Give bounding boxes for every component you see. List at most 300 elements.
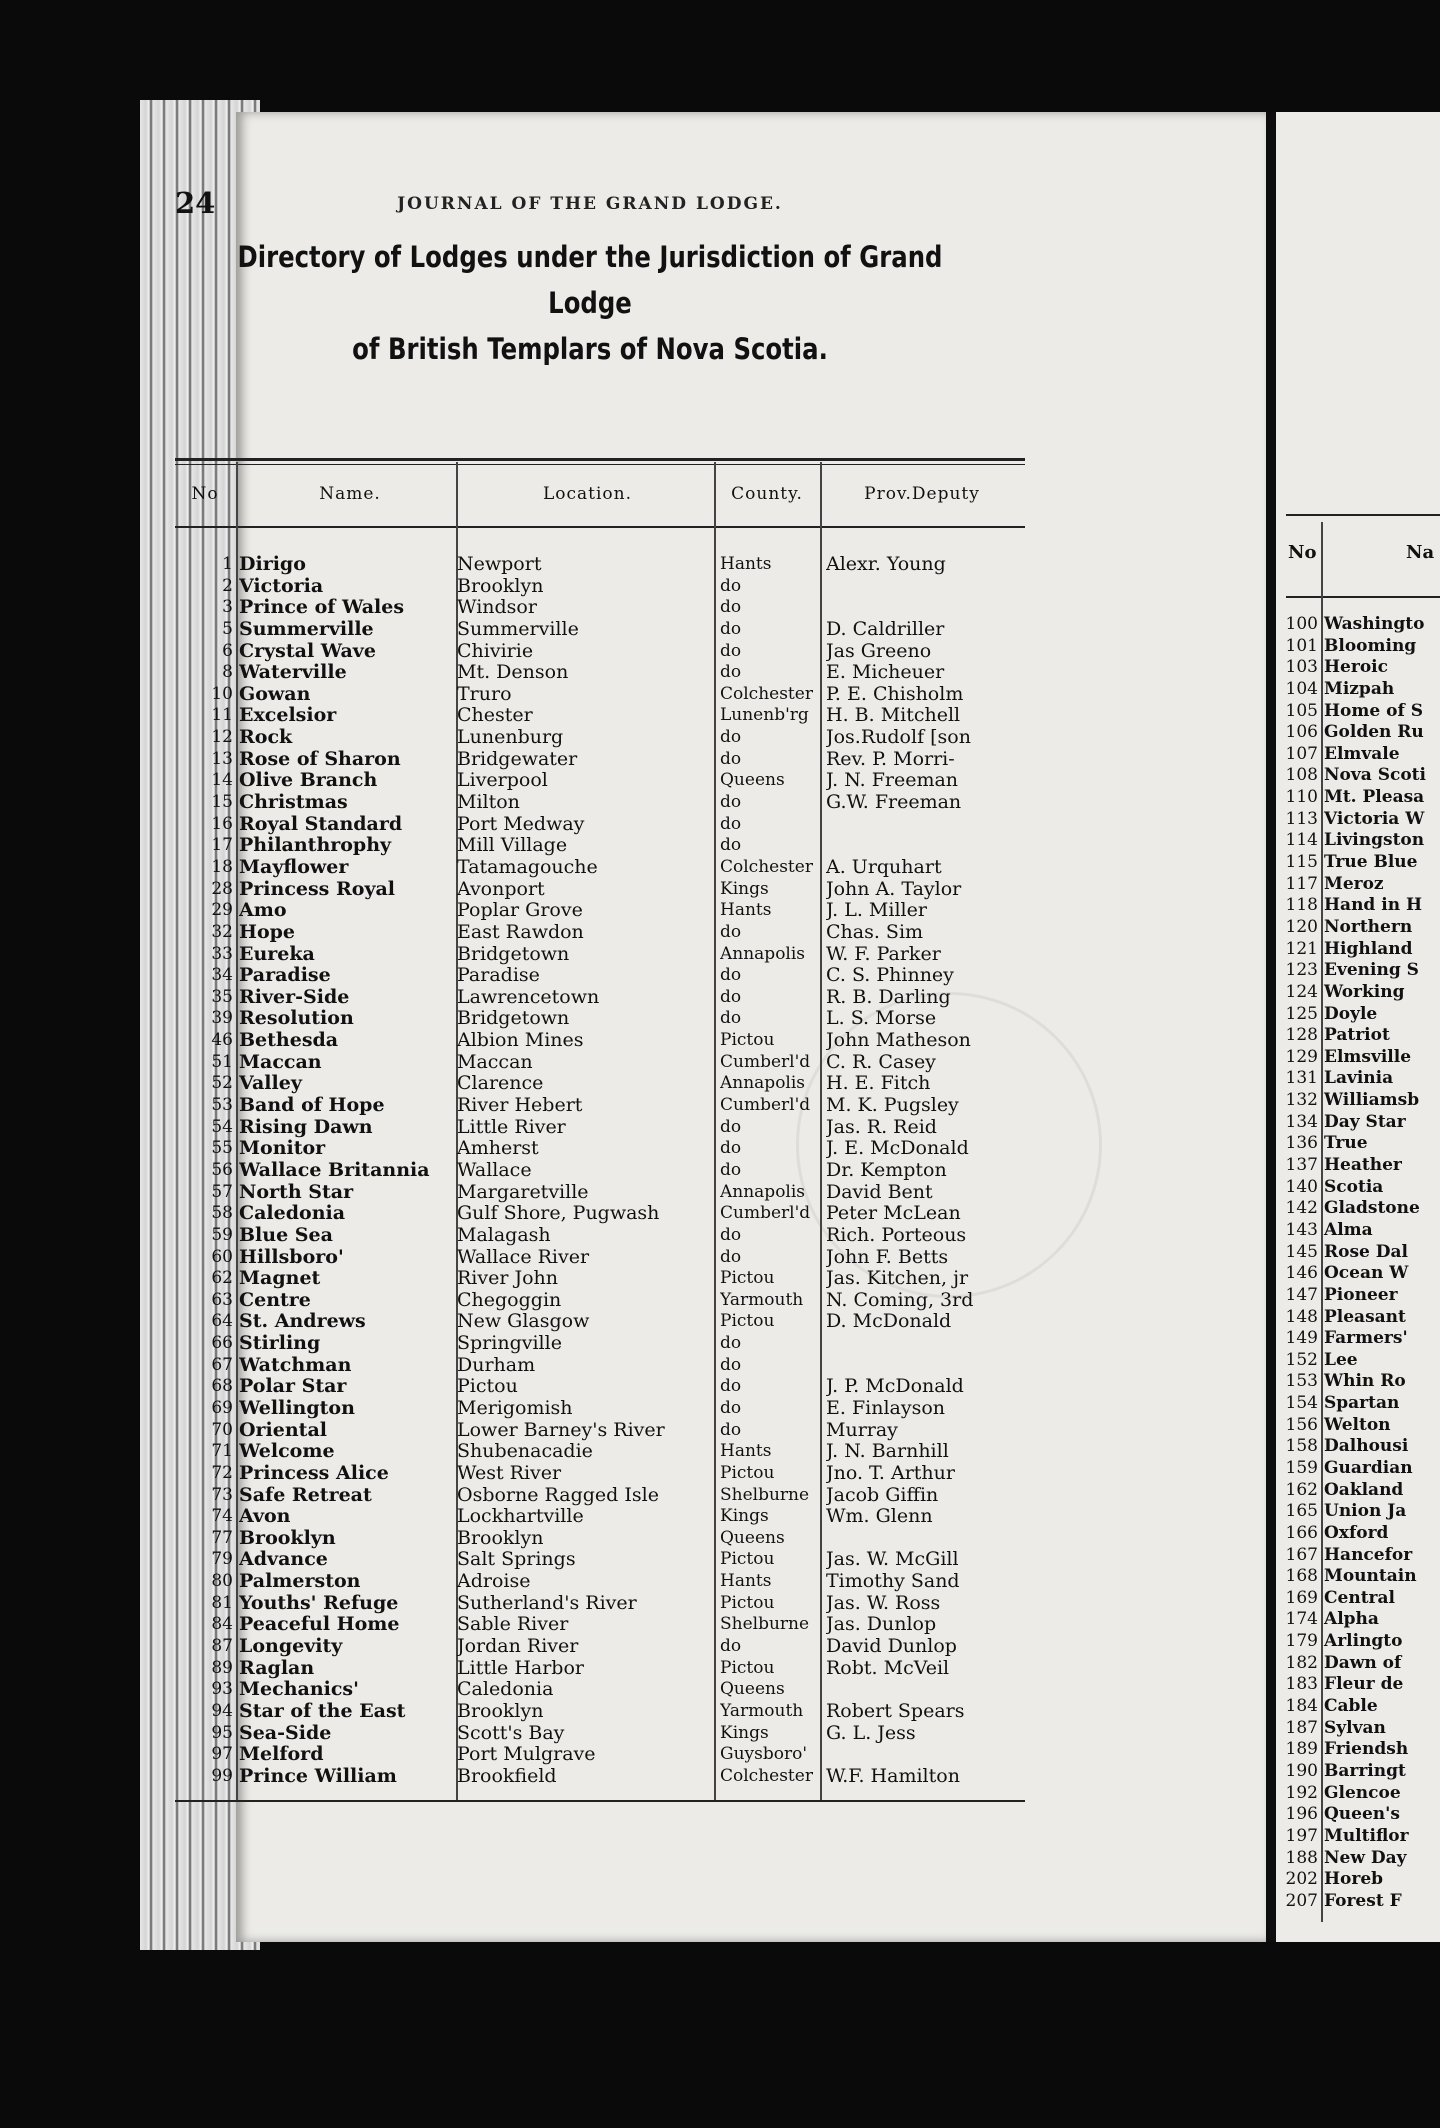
next-column-header-name: Na (1406, 542, 1435, 563)
lodge-name: Stirling (239, 1333, 321, 1355)
next-lodge-number: 152 (1285, 1349, 1318, 1370)
next-lodge-name: Mt. Pleasa (1324, 787, 1425, 808)
lodge-name: Oriental (239, 1419, 327, 1441)
table-row (175, 1485, 1025, 1507)
next-table-row (1276, 1112, 1440, 1134)
lodge-deputy: John Matheson (826, 1030, 971, 1052)
next-lodge-number: 154 (1285, 1393, 1318, 1414)
table-row (175, 1268, 1025, 1290)
lodge-location: Merigomish (457, 1397, 573, 1419)
next-lodge-number: 108 (1285, 765, 1318, 786)
lodge-number: 39 (211, 1008, 233, 1029)
next-table-row (1276, 744, 1440, 766)
next-lodge-name: Pioneer (1324, 1284, 1398, 1305)
lodge-county: Queens (720, 1679, 785, 1700)
lodge-location: Chivirie (457, 640, 534, 662)
next-lodge-number: 110 (1285, 787, 1318, 808)
table-row (175, 1549, 1025, 1571)
next-lodge-number: 101 (1285, 635, 1318, 656)
next-lodge-number: 121 (1285, 938, 1318, 959)
next-lodge-number: 120 (1285, 916, 1318, 937)
next-lodge-name: Multiflor (1324, 1825, 1409, 1846)
table-row (175, 857, 1025, 879)
next-table-row (1276, 939, 1440, 961)
table-row (175, 814, 1025, 836)
lodge-county: do (720, 835, 742, 856)
next-lodge-name: Livingston (1324, 830, 1425, 851)
lodge-name: Prince of Wales (239, 597, 405, 619)
next-table-row (1276, 917, 1440, 939)
table-row (175, 1528, 1025, 1550)
next-table-row (1276, 1004, 1440, 1026)
next-table-row (1276, 1263, 1440, 1285)
next-lodge-number: 184 (1285, 1696, 1318, 1717)
lodge-location: Jordan River (457, 1636, 579, 1658)
next-table-row (1276, 1739, 1440, 1761)
next-lodge-name: Heroic (1324, 657, 1388, 678)
lodge-deputy: Jas Greeno (826, 640, 932, 662)
lodge-county: Kings (720, 1506, 769, 1527)
table-row (175, 1658, 1025, 1680)
lodge-county: Hants (720, 554, 772, 574)
lodge-location: Little Harbor (457, 1657, 584, 1679)
next-lodge-name: New Day (1324, 1847, 1407, 1868)
lodge-location: Shubenacadie (457, 1441, 593, 1463)
lodge-number: 62 (211, 1268, 233, 1289)
lodge-number: 67 (211, 1354, 233, 1375)
lodge-deputy: Jas. Kitchen, jr (826, 1268, 969, 1290)
lodge-deputy: Jas. W. Ross (826, 1592, 941, 1614)
lodge-deputy: G.W. Freeman (826, 792, 962, 814)
next-lodge-number: 156 (1285, 1414, 1318, 1435)
next-lodge-name: Elmvale (1324, 743, 1400, 764)
lodge-location: Brooklyn (457, 1700, 544, 1722)
next-table-row (1276, 1155, 1440, 1177)
lodge-county: Pictou (720, 1549, 775, 1570)
lodge-name: Brooklyn (239, 1527, 336, 1549)
next-lodge-number: 188 (1285, 1847, 1318, 1868)
lodge-location: Bridgetown (457, 943, 570, 965)
lodge-location: Newport (457, 554, 542, 575)
next-lodge-number: 187 (1285, 1717, 1318, 1738)
next-lodge-name: Nova Scoti (1324, 765, 1426, 786)
column-header-location: Location. (542, 484, 633, 504)
next-table-row (1276, 1566, 1440, 1588)
lodge-deputy: Jos.Rudolf [son (826, 727, 971, 749)
table-row (175, 1160, 1025, 1182)
lodge-county: Hants (720, 900, 772, 921)
next-lodge-name: Mountain (1324, 1566, 1417, 1587)
next-lodge-number: 104 (1285, 678, 1318, 699)
next-table-row (1276, 722, 1440, 744)
lodge-name: Peaceful Home (239, 1614, 400, 1636)
next-table-row (1276, 1653, 1440, 1675)
lodge-name: Philanthrophy (239, 835, 392, 857)
lodge-location: Mt. Denson (457, 662, 569, 684)
lodge-name: Centre (239, 1289, 311, 1311)
lodge-location: Wallace River (457, 1246, 590, 1268)
lodge-county: Kings (720, 1722, 769, 1743)
lodge-deputy: W. F. Parker (826, 943, 941, 965)
heading-line-2: of British Templars of Nova Scotia. (352, 332, 828, 366)
next-lodge-name: Day Star (1324, 1111, 1406, 1132)
table-row (175, 1679, 1025, 1701)
next-lodge-number: 207 (1285, 1890, 1318, 1911)
lodge-number: 73 (211, 1484, 233, 1505)
lodge-name: Rising Dawn (239, 1116, 373, 1138)
lodge-number: 56 (211, 1159, 233, 1180)
lodge-number: 6 (222, 640, 233, 661)
lodge-number: 69 (211, 1397, 233, 1418)
next-lodge-number: 192 (1285, 1782, 1318, 1803)
lodge-name: Youths' Refuge (239, 1592, 399, 1614)
table-row (175, 641, 1025, 663)
next-lodge-number: 168 (1285, 1566, 1318, 1587)
table-bottom-rule (175, 1800, 1025, 1802)
next-table-row (1276, 1609, 1440, 1631)
next-lodge-name: Lavinia (1324, 1068, 1394, 1089)
lodge-location: Tatamagouche (457, 856, 598, 878)
lodge-number: 95 (211, 1722, 233, 1743)
lodge-location: New Glasgow (457, 1311, 590, 1333)
table-row (175, 1376, 1025, 1398)
next-table-row (1276, 1133, 1440, 1155)
lodge-county: Yarmouth (720, 1289, 804, 1310)
lodge-county: Kings (720, 878, 769, 899)
lodge-name: Avon (239, 1506, 291, 1528)
lodge-location: River John (457, 1268, 559, 1290)
lodge-name: Sea-Side (239, 1722, 332, 1744)
next-lodge-number: 124 (1285, 981, 1318, 1002)
next-lodge-name: Oxford (1324, 1522, 1389, 1543)
lodge-location: Paradise (457, 965, 540, 987)
next-lodge-name: Working (1324, 981, 1405, 1002)
lodge-number: 80 (211, 1571, 233, 1592)
lodge-deputy: Robt. McVeil (826, 1657, 950, 1679)
lodge-county: Pictou (720, 1311, 775, 1332)
next-table-row (1276, 1307, 1440, 1329)
lodge-deputy: Jas. R. Reid (826, 1116, 937, 1138)
lodge-name: Band of Hope (239, 1095, 385, 1117)
next-lodge-number: 149 (1285, 1328, 1318, 1349)
table-row (175, 1182, 1025, 1204)
lodge-location: Truro (457, 683, 512, 705)
next-table-row (1276, 1371, 1440, 1393)
next-lodge-name: Heather (1324, 1155, 1402, 1176)
lodge-table-body (175, 554, 1025, 1788)
next-table-row (1276, 1783, 1440, 1805)
next-lodge-name: Alpha (1324, 1609, 1379, 1630)
lodge-location: Port Medway (457, 813, 585, 835)
table-row (175, 944, 1025, 966)
next-lodge-number: 105 (1285, 700, 1318, 721)
lodge-number: 10 (211, 683, 233, 704)
lodge-name: Caledonia (239, 1203, 346, 1225)
next-lodge-name: Forest F (1324, 1890, 1402, 1911)
lodge-location: Clarence (457, 1073, 544, 1095)
next-lodge-number: 125 (1285, 1003, 1318, 1024)
lodge-location: West River (457, 1462, 562, 1484)
next-lodge-number: 118 (1285, 895, 1318, 916)
next-table-row (1276, 765, 1440, 787)
lodge-location: Summerville (457, 618, 579, 640)
next-table-row (1276, 1436, 1440, 1458)
next-lodge-name: True Blue (1324, 852, 1418, 873)
lodge-location: Lower Barney's River (457, 1419, 665, 1441)
next-lodge-number: 196 (1285, 1804, 1318, 1825)
column-header-county: County. (731, 484, 803, 504)
lodge-name: Summerville (239, 618, 374, 640)
lodge-deputy: H. E. Fitch (826, 1073, 931, 1095)
lodge-county: do (720, 1116, 742, 1137)
lodge-deputy: Chas. Sim (826, 921, 924, 943)
lodge-county: Pictou (720, 1592, 775, 1613)
table-row (175, 1247, 1025, 1269)
lodge-location: Brooklyn (457, 1527, 544, 1549)
next-lodge-name: Arlingto (1324, 1631, 1403, 1652)
next-lodge-number: 113 (1285, 808, 1318, 829)
lodge-name: River-Side (239, 986, 350, 1008)
next-lodge-name: Ocean W (1324, 1263, 1409, 1284)
next-lodge-number: 137 (1285, 1155, 1318, 1176)
directory-heading (204, 234, 977, 372)
next-lodge-name: Horeb (1324, 1869, 1384, 1890)
table-row (175, 554, 1025, 576)
table-row (175, 662, 1025, 684)
lodge-location: Brooklyn (457, 575, 544, 597)
lodge-deputy: Rev. P. Morri- (826, 748, 955, 770)
next-lodge-number: 158 (1285, 1436, 1318, 1457)
lodge-deputy: Murray (826, 1419, 898, 1441)
next-lodge-number: 107 (1285, 743, 1318, 764)
next-lodge-name: Friendsh (1324, 1739, 1409, 1760)
table-row (175, 1030, 1025, 1052)
lodge-county: do (720, 1397, 742, 1418)
lodge-name: Hillsboro' (239, 1246, 344, 1268)
lodge-location: Osborne Ragged Isle (457, 1484, 659, 1506)
lodge-county: Pictou (720, 1657, 775, 1678)
right-page-fragment (1276, 112, 1440, 1942)
lodge-county: do (720, 792, 742, 813)
lodge-location: Brookfield (457, 1765, 557, 1787)
lodge-name: Palmerston (239, 1571, 361, 1593)
next-lodge-number: 136 (1285, 1133, 1318, 1154)
lodge-name: Rock (239, 727, 293, 749)
next-table-row (1276, 657, 1440, 679)
table-row (175, 1701, 1025, 1723)
lodge-name: Resolution (239, 1008, 354, 1030)
lodge-county: do (720, 1636, 742, 1657)
lodge-county: do (720, 1159, 742, 1180)
lodge-name: Hope (239, 921, 295, 943)
lodge-deputy: L. S. Morse (826, 1008, 937, 1030)
table-row (175, 1008, 1025, 1030)
next-table-row (1276, 1350, 1440, 1372)
lodge-location: Margaretville (457, 1181, 589, 1203)
lodge-deputy: E. Micheuer (826, 662, 945, 684)
lodge-location: Lunenburg (457, 727, 564, 749)
lodge-county: do (720, 813, 742, 834)
next-lodge-name: Pleasant (1324, 1306, 1406, 1327)
lodge-deputy: Peter McLean (826, 1203, 961, 1225)
next-table-row (1276, 1631, 1440, 1653)
lodge-name: Eureka (239, 943, 315, 965)
lodge-county: Guysboro' (720, 1744, 808, 1765)
lodge-deputy: John A. Taylor (826, 878, 962, 900)
next-lodge-name: Oakland (1324, 1479, 1404, 1500)
next-lodge-number: 106 (1285, 722, 1318, 743)
next-table-row (1276, 1025, 1440, 1047)
next-lodge-number: 128 (1285, 1025, 1318, 1046)
lodge-location: Sutherland's River (457, 1592, 637, 1614)
table-row (175, 1203, 1025, 1225)
next-lodge-number: 183 (1285, 1674, 1318, 1695)
table-row (175, 1441, 1025, 1463)
lodge-county: Hants (720, 1571, 772, 1592)
table-row (175, 1463, 1025, 1485)
next-lodge-number: 148 (1285, 1306, 1318, 1327)
lodge-deputy: W.F. Hamilton (826, 1765, 960, 1787)
lodge-number: 8 (222, 662, 233, 683)
lodge-number: 87 (211, 1636, 233, 1657)
next-table-row (1276, 1198, 1440, 1220)
next-header-bottom-rule (1286, 596, 1440, 598)
lodge-name: Polar Star (239, 1376, 347, 1398)
table-row (175, 835, 1025, 857)
lodge-deputy: J. P. McDonald (826, 1376, 964, 1398)
lodge-county: Cumberl'd (720, 1051, 811, 1072)
lodge-number: 55 (211, 1138, 233, 1159)
lodge-location: Amherst (457, 1138, 539, 1160)
lodge-number: 32 (211, 921, 233, 942)
table-row (175, 1593, 1025, 1615)
next-lodge-number: 140 (1285, 1176, 1318, 1197)
next-lodge-name: Central (1324, 1587, 1395, 1608)
lodge-name: Olive Branch (239, 770, 378, 792)
table-row (175, 922, 1025, 944)
table-row (175, 1117, 1025, 1139)
lodge-number: 1 (222, 554, 233, 574)
lodge-location: Springville (457, 1333, 562, 1355)
lodge-name: Victoria (239, 575, 324, 597)
next-lodge-name: Home of S (1324, 700, 1423, 721)
lodge-location: Bridgetown (457, 1008, 570, 1030)
next-lodge-number: 103 (1285, 657, 1318, 678)
next-lodge-name: Victoria W (1324, 808, 1425, 829)
lodge-number: 94 (211, 1700, 233, 1721)
next-lodge-number: 174 (1285, 1609, 1318, 1630)
table-row (175, 1355, 1025, 1377)
next-table-top-rule (1286, 514, 1440, 516)
lodge-county: do (720, 727, 742, 748)
lodge-name: Excelsior (239, 705, 337, 727)
lodge-name: Dirigo (239, 554, 306, 575)
next-table-row (1276, 636, 1440, 658)
next-lodge-number: 190 (1285, 1760, 1318, 1781)
next-lodge-name: Whin Ro (1324, 1371, 1406, 1392)
lodge-location: Chegoggin (457, 1289, 562, 1311)
next-lodge-number: 166 (1285, 1522, 1318, 1543)
table-row (175, 770, 1025, 792)
lodge-county: do (720, 1138, 742, 1159)
lodge-number: 57 (211, 1181, 233, 1202)
next-lodge-name: Hancefor (1324, 1544, 1413, 1565)
table-row (175, 1333, 1025, 1355)
lodge-number: 2 (222, 575, 233, 596)
lodge-county: Shelburne (720, 1484, 810, 1505)
next-lodge-name: Elmsville (1324, 1046, 1412, 1067)
lodge-county: do (720, 662, 742, 683)
lodge-number: 17 (211, 835, 233, 856)
lodge-name: Welcome (239, 1441, 335, 1463)
lodge-number: 46 (211, 1030, 233, 1051)
lodge-deputy: Alexr. Young (826, 554, 946, 575)
next-lodge-name: Welton (1324, 1414, 1391, 1435)
running-head (175, 186, 1005, 226)
next-lodge-name: Golden Ru (1324, 722, 1424, 743)
next-lodge-name: Queen's (1324, 1804, 1400, 1825)
lodge-deputy: Timothy Sand (826, 1571, 960, 1593)
next-lodge-name: Lee (1324, 1349, 1358, 1370)
lodge-deputy: John F. Betts (826, 1246, 949, 1268)
lodge-number: 16 (211, 813, 233, 834)
next-lodge-name: Union Ja (1324, 1501, 1407, 1522)
lodge-number: 68 (211, 1376, 233, 1397)
lodge-name: Wallace Britannia (239, 1159, 430, 1181)
next-lodge-name: Gladstone (1324, 1198, 1420, 1219)
lodge-number: 52 (211, 1073, 233, 1094)
table-row (175, 684, 1025, 706)
next-table-row (1276, 1068, 1440, 1090)
lodge-county: Hants (720, 1441, 772, 1462)
next-lodge-name: Scotia (1324, 1176, 1384, 1197)
table-row (175, 1073, 1025, 1095)
table-row (175, 1225, 1025, 1247)
lodge-name: Christmas (239, 792, 348, 814)
next-table-row (1276, 1761, 1440, 1783)
next-lodge-number: 179 (1285, 1631, 1318, 1652)
lodge-location: Albion Mines (457, 1030, 584, 1052)
table-row (175, 1420, 1025, 1442)
table-row (175, 792, 1025, 814)
next-lodge-number: 189 (1285, 1739, 1318, 1760)
next-lodge-name: Dalhousi (1324, 1436, 1409, 1457)
next-lodge-name: Highland (1324, 938, 1413, 959)
next-lodge-name: Patriot (1324, 1025, 1390, 1046)
next-lodge-name: Mizpah (1324, 678, 1395, 699)
lodge-location: Mill Village (457, 835, 568, 857)
lodge-number: 70 (211, 1419, 233, 1440)
lodge-county: Yarmouth (720, 1700, 804, 1721)
next-lodge-number: 202 (1285, 1869, 1318, 1890)
lodge-deputy: D. Caldriller (826, 618, 945, 640)
lodge-number: 12 (211, 727, 233, 748)
table-top-rule (175, 458, 1025, 461)
table-row (175, 1636, 1025, 1658)
table-row (175, 1723, 1025, 1745)
next-lodge-number: 142 (1285, 1198, 1318, 1219)
lodge-number: 60 (211, 1246, 233, 1267)
lodge-number: 99 (211, 1765, 233, 1786)
lodge-county: Shelburne (720, 1614, 810, 1635)
lodge-county: do (720, 1376, 742, 1397)
next-lodge-name: Doyle (1324, 1003, 1378, 1024)
lodge-county: Colchester (720, 1765, 813, 1786)
table-row (175, 1311, 1025, 1333)
lodge-location: Little River (457, 1116, 566, 1138)
lodge-location: Gulf Shore, Pugwash (457, 1203, 660, 1225)
lodge-location: Avonport (457, 878, 545, 900)
